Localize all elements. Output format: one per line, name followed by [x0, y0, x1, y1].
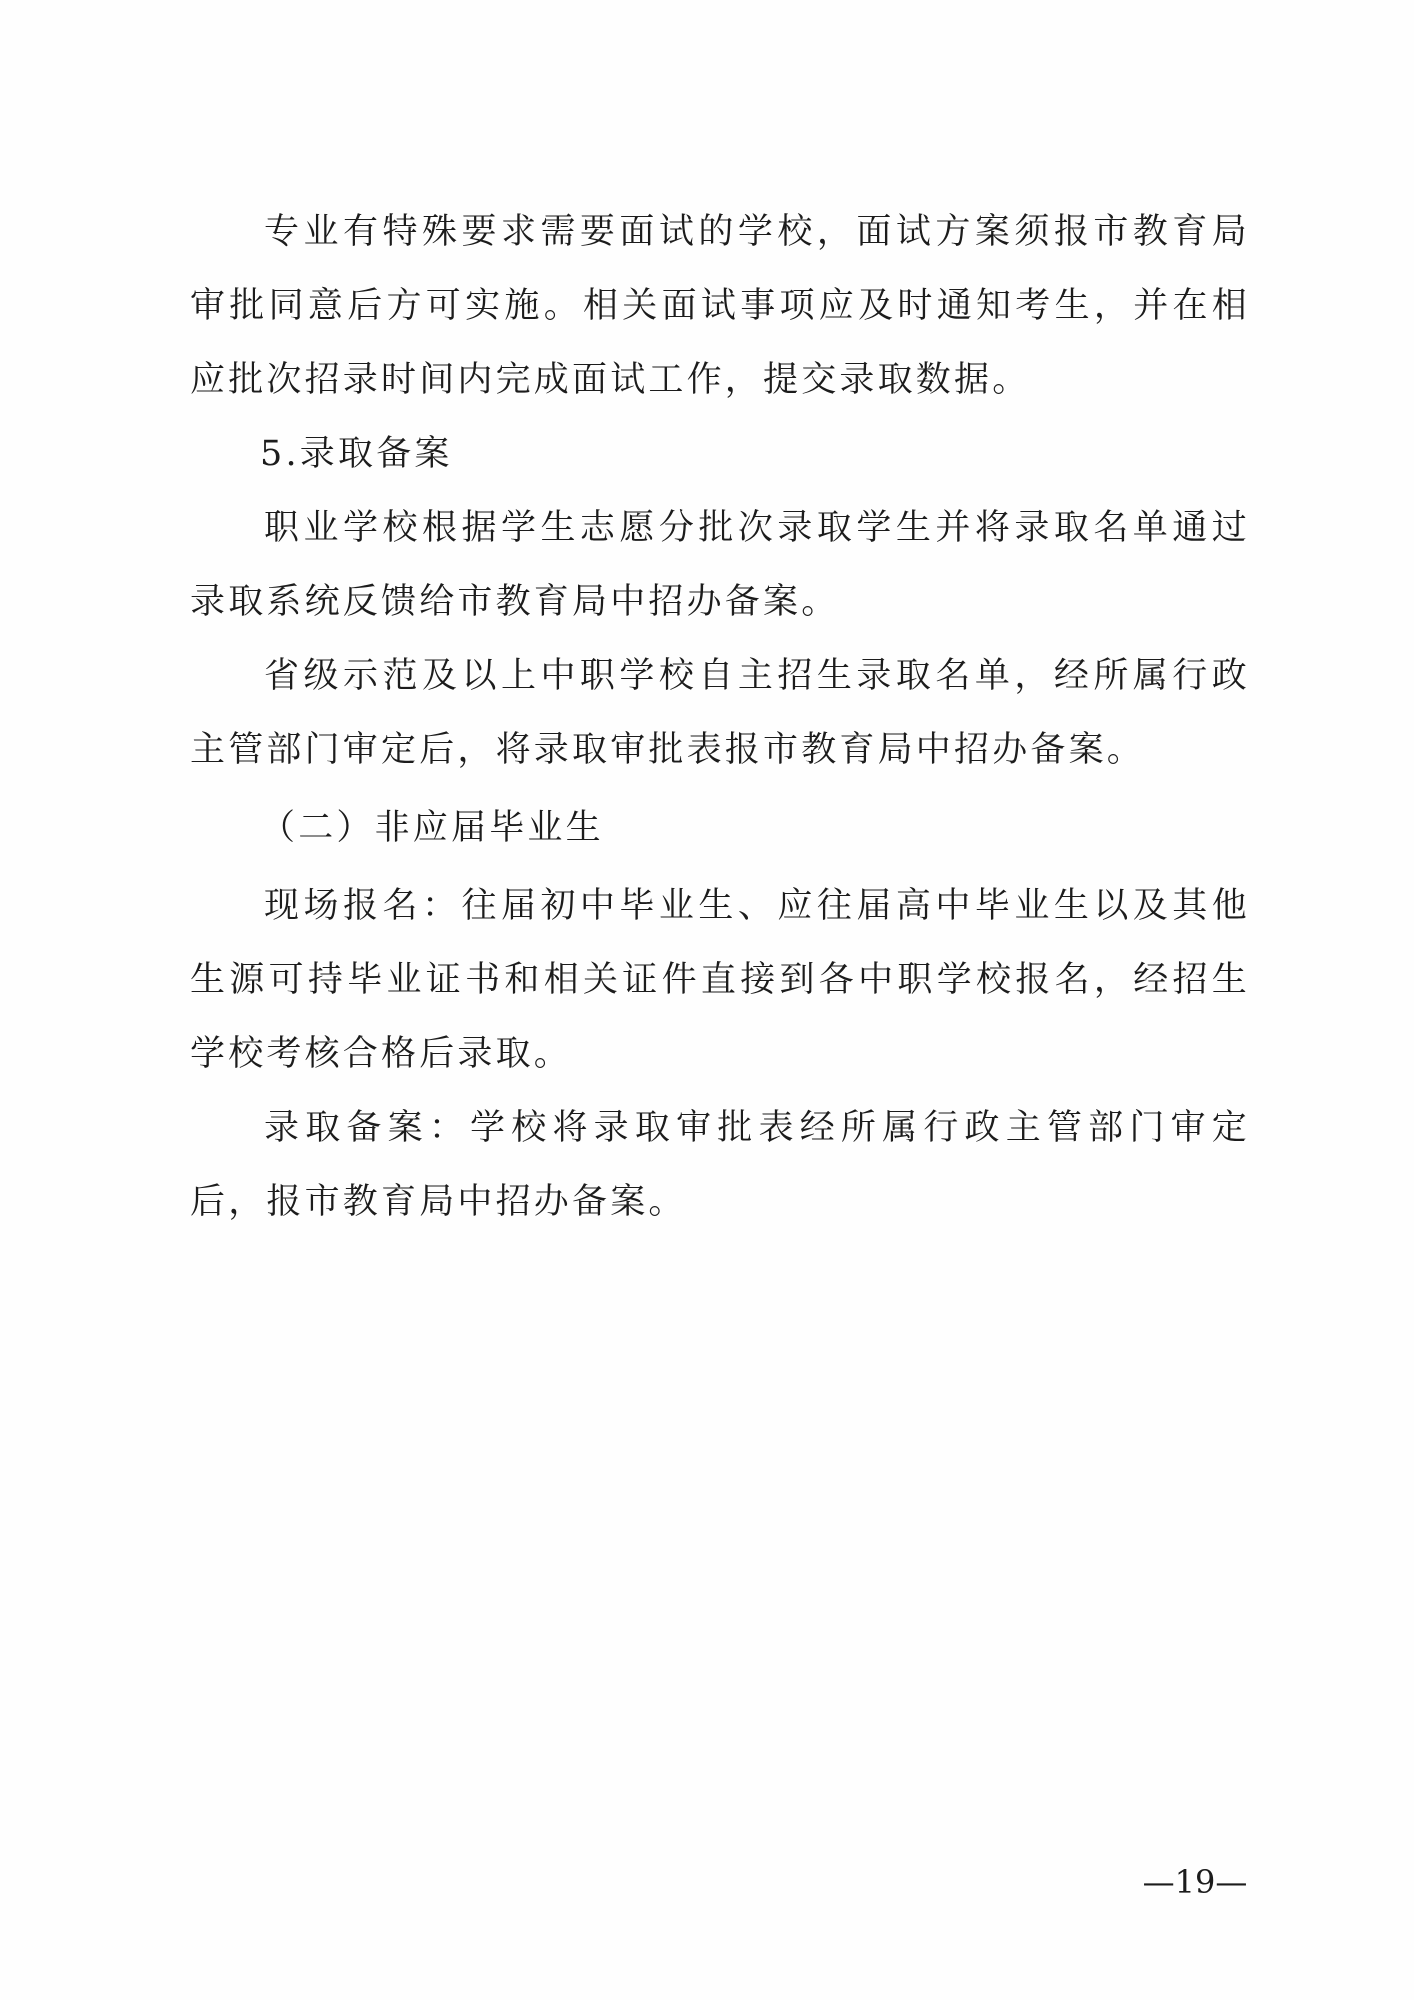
section-heading-non-graduates: （二）非应届毕业生: [260, 808, 604, 848]
page-number: —19—: [1142, 1863, 1248, 1901]
paragraph-filing-procedure: 录取备案：学校将录取审批表经所属行政主管部门审定后，报市教育局中招办备案。: [190, 1108, 1250, 1222]
section-heading-admission-filing: 5.录取备案: [260, 434, 453, 474]
document-body: [190, 195, 1250, 1239]
paragraph-provincial-schools: 省级示范及以上中职学校自主招生录取名单，经所属行政主管部门审定后，将录取审批表报市教育局中招办备案。: [190, 656, 1250, 770]
paragraph-onsite-registration: 现场报名：往届初中毕业生、应往届高中毕业生以及其他生源可持毕业证书和相关证件直接到各中职学校报名，经招生学校考核合格后录取。: [190, 886, 1250, 1074]
paragraph-vocational-admission: 职业学校根据学生志愿分批次录取学生并将录取名单通过录取系统反馈给市教育局中招办备案。: [190, 508, 1250, 622]
paragraph-interview-plan: 专业有特殊要求需要面试的学校，面试方案须报市教育局审批同意后方可实施。相关面试事项应及时通知考生，并在相应批次招录时间内完成面试工作，提交录取数据。: [190, 212, 1250, 400]
